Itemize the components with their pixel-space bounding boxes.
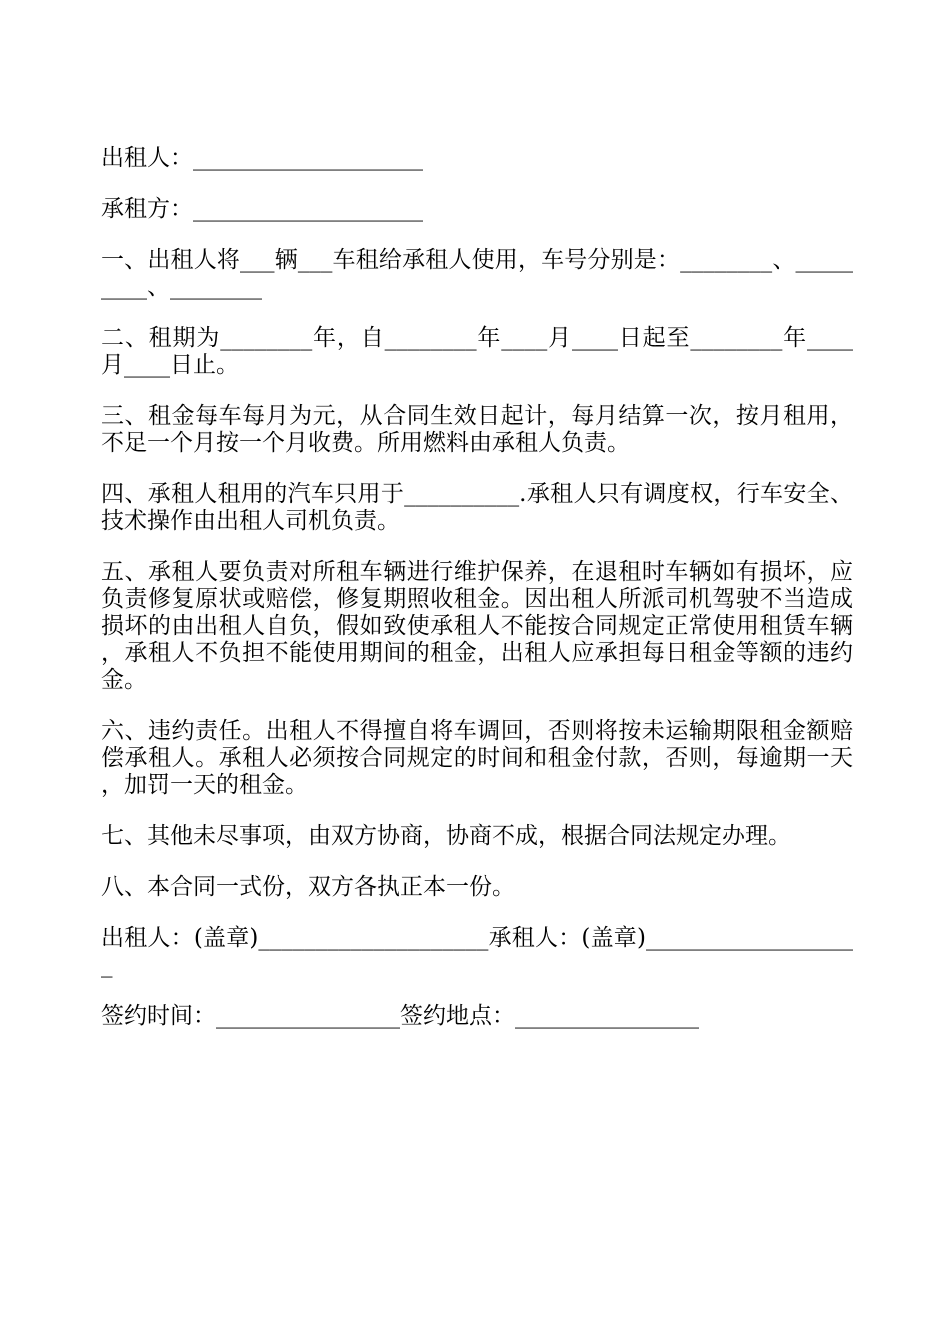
clause-2-term: 二、租期为________年，自________年____月____日起至________年____月____日止。 [101,325,853,378]
clause-3-rent: 三、租金每车每月为元，从合同生效日起计，每月结算一次，按月租用，不足一个月按一个月收费。所用燃料由承租人负责。 [101,403,853,456]
clause-5-maintenance: 五、承租人要负责对所租车辆进行维护保养，在退租时车辆如有损坏，应负责修复原状或赔偿，修复期照收租金。因出租人所派司机驾驶不当造成损坏的由出租人自负，假如致使承租人不能按合同规定正常使用租赁车辆，承租人不负担不能使用期间的租金，出租人应承担每日租金等额的违约金。 [101,559,853,693]
lessee-line: 承租方：____________________ [101,196,423,222]
lessor-line: 出租人：____________________ [101,145,423,171]
signing-time-place-line: 签约时间：________________签约地点：________________ [101,1003,699,1029]
contract-page [101,145,853,1054]
clause-4-usage: 四、承租人租用的汽车只用于__________.承租人只有调度权，行车安全、技术操作由出租人司机负责。 [101,481,853,534]
clause-1-vehicles: 一、出租人将___辆___车租给承租人使用，车号分别是：________、_________、________ [101,247,853,300]
signature-stamp-line: 出租人：(盖章)____________________承租人：(盖章)___________________ [101,925,853,978]
clause-6-liability: 六、违约责任。出租人不得擅自将车调回，否则将按未运输期限租金额赔偿承租人。承租人必须按合同规定的时间和租金付款，否则，每逾期一天，加罚一天的租金。 [101,718,853,798]
clause-8-copies: 八、本合同一式份，双方各执正本一份。 [101,874,515,900]
clause-7-other: 七、其他未尽事项，由双方协商，协商不成，根据合同法规定办理。 [101,823,791,849]
